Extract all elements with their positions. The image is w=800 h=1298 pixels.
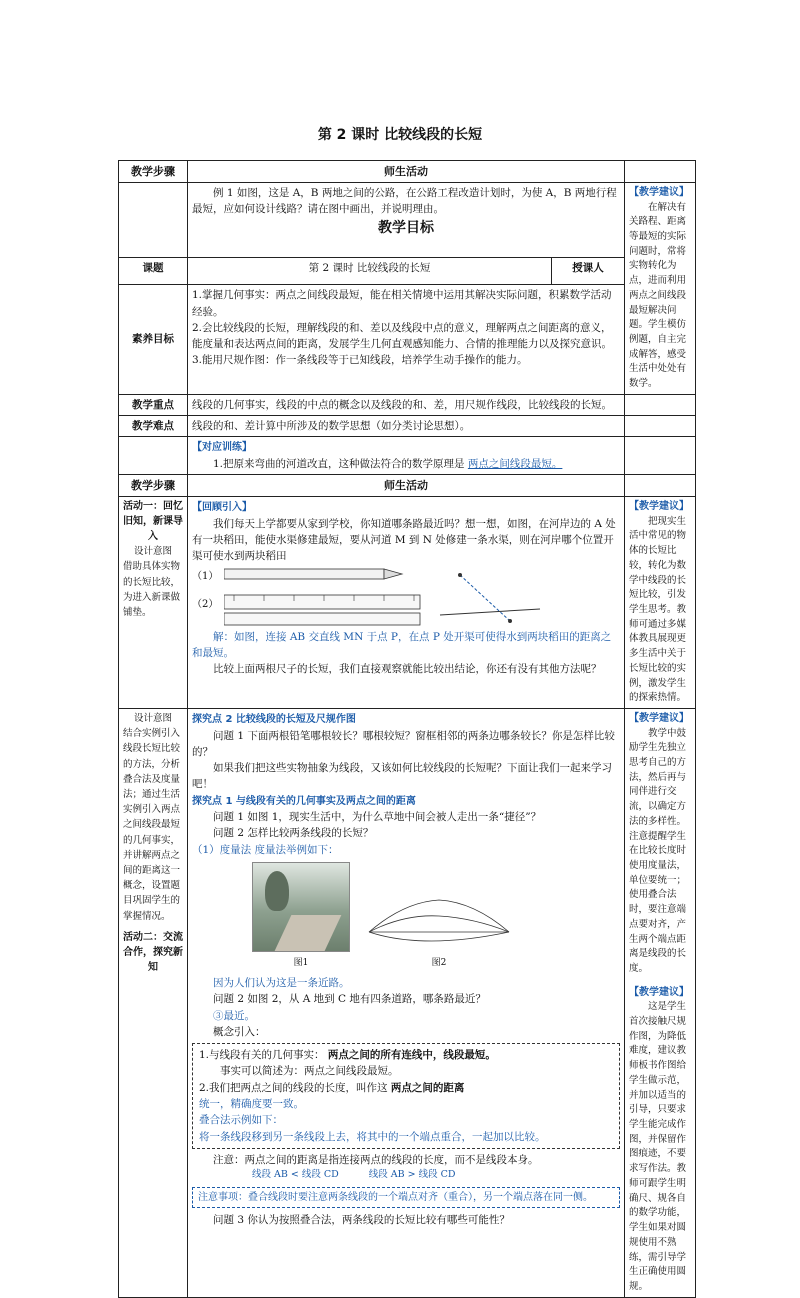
topic-row	[119, 258, 696, 285]
fact-label: 1.与线段有关的几何事实：	[199, 1049, 325, 1062]
distance-label: 2.我们把两点之间的线段的长度，叫作这	[199, 1081, 388, 1094]
section-title: 探究点 2 比较线段的长短及尺规作图	[192, 714, 356, 726]
teacher-label: 授课人	[552, 258, 625, 285]
overlay-method-2: 叠合法示例如下：	[199, 1114, 283, 1127]
ruler-illustration	[224, 565, 424, 629]
point-1-title: 探究点 1 与线段有关的几何事实及两点之间的距离	[192, 795, 416, 807]
review-text: 我们每天上学都要从家到学校，你知道哪条路最近吗？想一想，如图，在河岸边的 A 处有一块稻田，能使水渠修建最短，要从河道 M 到 N 处修建一条水渠，则在河岸哪个位置开渠可使水到两块稻田	[192, 517, 616, 563]
table-header-row-2	[119, 475, 696, 497]
exercise-text: 1.把原来弯曲的河道改直，这种做法符合的数学原理是	[213, 457, 465, 470]
topic-label: 课题	[119, 258, 188, 285]
method-1: （1）度量法	[192, 843, 252, 856]
difficult-point-row	[119, 416, 696, 437]
design-text: 结合实例引入线段长短比较的方法，分析叠合法及度量法；通过生活实例引入两点之间线段最短的几何事实，并讲解两点之间的距离这一概念，设置题目巩固学生的掌握情况。	[123, 728, 181, 922]
suggestion-2-text: 这是学生首次接触尺规作图，为降低难度，建议教师板书作图给学生做示范，并加以适当的引导，只要求学生能完成作图，并保留作图痕迹，不要求写作法。教师可跟学生明确尺、规各自的数学功能，学生如果对圆规使用不熟练，需引导学生正确使用圆规。	[629, 1001, 687, 1292]
review-row	[119, 497, 696, 709]
compare-text: 比较上面两根尺子的长短，我们直接观察就能比较出结论，你还有没有其他方法呢？	[213, 663, 602, 676]
example-text: 例 1 如图，这是 A，B 两地之间的公路，在公路工程改造计划时，为使 A，B 两地行程最短，应如何设计线路？请在图中画出，并说明理由。	[192, 187, 617, 216]
suggestion-text: 教学中鼓励学生先独立思考自己的方法，然后再与同伴进行交流，以确定方法的多样性。注意提醒学生在比较长度时使用度量法，单位要统一；使用叠合法时，要注意端点要对齐，产生两个端点距离是线段的长度。	[629, 727, 687, 975]
header-steps: 教学步骤	[119, 161, 188, 183]
goal-item: 3.能用尺规作图：作一条线段等于已知线段，培养学生动手操作的能力。	[192, 354, 528, 367]
ruler-figure	[192, 565, 620, 629]
figure-item-1: （1）	[192, 570, 219, 582]
overlay-heading: 教学目标	[378, 219, 434, 236]
key-label: 教学重点	[119, 394, 188, 415]
lesson-plan-table	[118, 160, 696, 1298]
question-1-follow: 如果我们把这些实物抽象为线段，又该如何比较线段的长短呢？下面让我们一起来学习吧！	[192, 762, 612, 791]
question-1: 问题 1 下面两根铅笔哪根较长？哪根较短？窗框相邻的两条边哪条较长？你是怎样比较的？	[192, 729, 615, 758]
attention-text: 注意：两点之间的距离是指连接两点的线段的长度，而不是线段本身。	[213, 1153, 539, 1166]
figures-row	[252, 862, 620, 971]
design-title: 设计意图	[133, 713, 172, 725]
header-activities: 师生活动	[188, 161, 625, 183]
grass-photo	[252, 862, 350, 952]
fact-text: 两点之间的所有连线中，线段最短。	[327, 1049, 496, 1062]
roads-diagram	[364, 892, 514, 952]
precision-text: 统一，精确度要一致。	[199, 1098, 304, 1110]
key-value: 线段的几何事实，线段的中点的概念以及线段的和、差，用尺规作线段，比较线段的长短。	[188, 394, 625, 415]
figure-2-caption: 图2	[431, 958, 447, 969]
review-solution: 解：如图，连接 AB 交直线 MN 于点 P，在点 P 处开渠可使得水到两块稻田的距离之和最短。	[192, 630, 612, 659]
exercise-tag: 【对应训练】	[192, 442, 252, 454]
difficult-label: 教学难点	[119, 416, 188, 437]
header2-activities: 师生活动	[188, 475, 625, 497]
distance-text: 两点之间的距离	[390, 1081, 465, 1094]
header-blank	[625, 161, 696, 183]
review-tag: 【回顾引入】	[192, 502, 252, 514]
activity-two-label: 活动二：交流合作，探究新知	[123, 931, 183, 973]
figure-item-2: （2）	[192, 598, 219, 610]
figure-1-caption: 图1	[293, 958, 309, 969]
difficult-value: 线段的和、差计算中所涉及的数学思想（如分类讨论思想）。	[188, 416, 625, 437]
key-point-row	[119, 394, 696, 415]
suggestion-title: 【教学建议】	[629, 713, 689, 725]
figure-1	[252, 862, 350, 971]
method-1-note: 度量法举例如下：	[254, 843, 339, 856]
point-1-question-1: 问题 1 如图 1，现实生活中，为什么草地中间会被人走出一条“捷径”？	[213, 811, 542, 824]
suggestion-title: 【教学建议】	[629, 501, 689, 513]
overlay-text: 将一条线段移到另一条线段上去，将其中的一个端点重合，一起加以比较。	[199, 1130, 546, 1143]
topic-value: 第 2 课时 比较线段的长短	[188, 258, 552, 285]
goal-item: 2.会比较线段的长短，理解线段的和、差以及线段中点的意义，理解两点之间距离的意义，能度量和表达两点间的距离，发展学生几何直观感知能力、合情的推理能力以及探究意识。	[192, 321, 612, 351]
design-text: 借助具体实物的长短比较，为进入新课做铺垫。	[123, 561, 181, 618]
activity-one-label: 活动一：回忆旧知，新课导入	[123, 501, 183, 543]
point-1-question-3: 问题 2 如图 2，从 A 地到 C 地有四条道路，哪条路最近？	[213, 993, 486, 1006]
page-title: 第 2 课时 比较线段的长短	[317, 127, 483, 143]
answer-2: ③最近。	[213, 1009, 255, 1022]
goals-label: 素养目标	[119, 285, 188, 395]
exercise-answer: 两点之间线段最短。	[467, 457, 563, 470]
exercise-row	[119, 437, 696, 475]
river-figure	[430, 565, 550, 629]
question-3: 问题 3 你认为按照叠合法，两条线段的长短比较有哪些可能性？	[213, 1214, 510, 1227]
header2-steps: 教学步骤	[119, 475, 188, 497]
explore-row	[119, 709, 696, 1298]
concept-intro: 概念引入：	[213, 1025, 266, 1038]
example-row	[119, 183, 696, 258]
suggestion-title: 【教学建议】	[629, 187, 689, 199]
table-header-row	[119, 161, 696, 183]
fact-short: 事实可以简述为：两点之间线段最短。	[220, 1065, 399, 1078]
goals-row	[119, 285, 696, 395]
suggestion-text: 在解决有关路程、距离等最短的实际问题时，常将实物转化为点，进而利用两点之间线段最短解决问题。学生模仿例题，自主完成解答，感受生活中处处有数学。	[629, 201, 687, 390]
inline-compare: 线段 AB < 线段 CD	[252, 1169, 339, 1181]
figure-2	[364, 892, 514, 971]
note-box: 注意事项：叠合线段时要注意两条线段的一个端点对齐（重合），另一个端点落在同一侧。	[192, 1187, 620, 1209]
answer-inline: 因为人们认为这是一条近路。	[213, 977, 350, 990]
definition-box	[192, 1043, 620, 1149]
design-title: 设计意图	[133, 546, 172, 558]
overlay-compare: 线段 AB > 线段 CD	[368, 1169, 456, 1181]
suggestion-text: 把现实生活中常见的物体的长短比较，转化为数学中线段的长短比较，引发学生思考。教师可通过多媒体教具展现更多生活中关于长短比较的实例，激发学生的探索热情。	[629, 515, 687, 704]
suggestion-2-title: 【教学建议】	[629, 986, 689, 998]
point-1-question-2: 问题 2 怎样比较两条线段的长短？	[213, 827, 374, 840]
goal-item: 1.掌握几何事实：两点之间线段最短，能在相关情境中运用其解决实际问题，积累数学活动经验。	[192, 289, 612, 318]
